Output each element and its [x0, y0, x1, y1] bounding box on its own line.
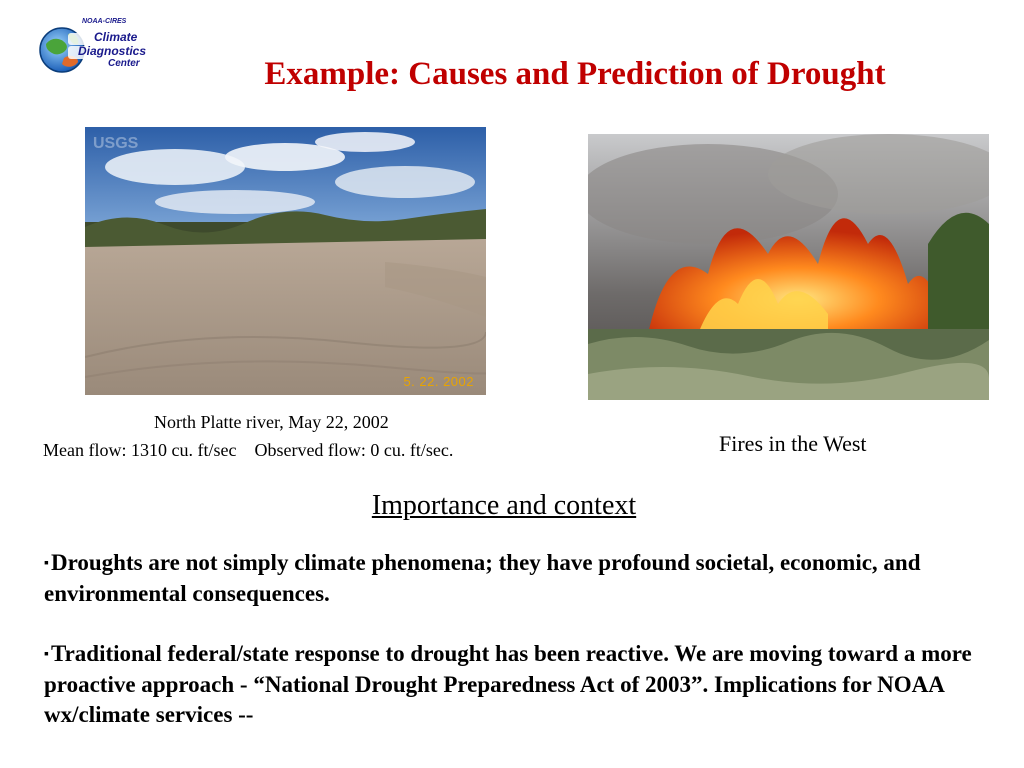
- observed-flow-text: Observed flow: 0 cu. ft/sec.: [254, 440, 454, 460]
- river-caption-line1: North Platte river, May 22, 2002: [154, 412, 389, 432]
- section-heading: Importance and context: [371, 490, 637, 521]
- fire-photo: [588, 134, 989, 400]
- dry-riverbed-image: [85, 127, 486, 395]
- bullet-list: [44, 548, 984, 760]
- fire-caption: Fires in the West: [719, 431, 867, 456]
- river-photo: [85, 127, 486, 395]
- bullet-item: [44, 639, 984, 730]
- logo-org-text: NOAA-CIRES: [82, 18, 127, 25]
- logo-line3: Center: [108, 58, 140, 69]
- bullet-marker-icon: ▪: [44, 556, 49, 571]
- bullet-marker-icon: ▪: [44, 647, 49, 662]
- bullet-text: Traditional federal/state response to drought has been reactive. We are moving toward a more proactive approach - “National Drought Preparedness Act of 2003”. Implications for NOAA wx/climate services --: [44, 641, 972, 727]
- cdc-logo: [38, 18, 163, 78]
- river-caption-line2: [43, 439, 453, 461]
- logo-line1: Climate: [94, 30, 138, 44]
- logo-line2: Diagnostics: [78, 44, 147, 58]
- bullet-item: [44, 548, 984, 609]
- usgs-watermark: USGS: [93, 135, 139, 152]
- page-title: Example: Causes and Prediction of Drought: [264, 56, 886, 92]
- date-stamp: 5. 22. 2002: [403, 374, 474, 389]
- wildfire-image: [588, 134, 989, 400]
- bullet-text: Droughts are not simply climate phenomena; they have profound societal, economic, and environmental consequences.: [44, 550, 921, 606]
- mean-flow-text: Mean flow: 1310 cu. ft/sec: [43, 440, 237, 460]
